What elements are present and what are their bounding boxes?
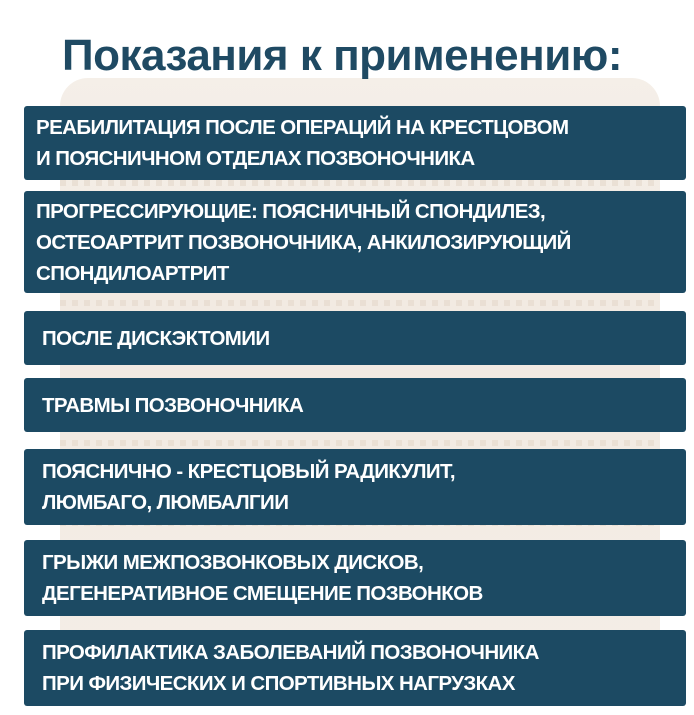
indication-line: ДЕГЕНЕРАТИВНОЕ СМЕЩЕНИЕ ПОЗВОНКОВ	[42, 582, 483, 605]
indication-line: ПРОФИЛАКТИКА ЗАБОЛЕВАНИЙ ПОЗВОНОЧНИКА	[42, 641, 539, 664]
indication-item-1	[24, 106, 686, 180]
page-title: Показания к применению:	[62, 31, 622, 80]
indication-item-4	[24, 378, 686, 432]
indication-item-6	[24, 540, 686, 616]
indication-line: ПРОГРЕССИРУЮЩИЕ: ПОЯСНИЧНЫЙ СПОНДИЛЕЗ,	[36, 199, 546, 223]
indication-line: ГРЫЖИ МЕЖПОЗВОНКОВЫХ ДИСКОВ,	[42, 551, 424, 574]
indication-line: ТРАВМЫ ПОЗВОНОЧНИКА	[42, 393, 304, 417]
indication-line: РЕАБИЛИТАЦИЯ ПОСЛЕ ОПЕРАЦИЙ НА КРЕСТЦОВОМ	[36, 116, 569, 139]
indication-item-7	[24, 630, 686, 706]
indication-line: И ПОЯСНИЧНОМ ОТДЕЛАХ ПОЗВОНОЧНИКА	[36, 147, 475, 170]
belt-stitch-line	[60, 300, 660, 306]
indication-line: ПОСЛЕ ДИСКЭКТОМИИ	[42, 326, 270, 350]
indication-line: СПОНДИЛОАРТРИТ	[36, 261, 229, 285]
indication-item-2	[24, 191, 686, 293]
indication-item-3	[24, 311, 686, 365]
indication-line: ПРИ ФИЗИЧЕСКИХ И СПОРТИВНЫХ НАГРУЗКАХ	[42, 672, 515, 695]
indication-item-5	[24, 449, 686, 525]
indication-line: ОСТЕОАРТРИТ ПОЗВОНОЧНИКА, АНКИЛОЗИРУЮЩИЙ	[36, 230, 571, 254]
indication-line: ПОЯСНИЧНО - КРЕСТЦОВЫЙ РАДИКУЛИТ,	[42, 460, 456, 483]
belt-stitch-line	[60, 440, 660, 446]
indication-line: ЛЮМБАГО, ЛЮМБАЛГИИ	[42, 491, 289, 514]
belt-stitch-line	[60, 180, 660, 186]
